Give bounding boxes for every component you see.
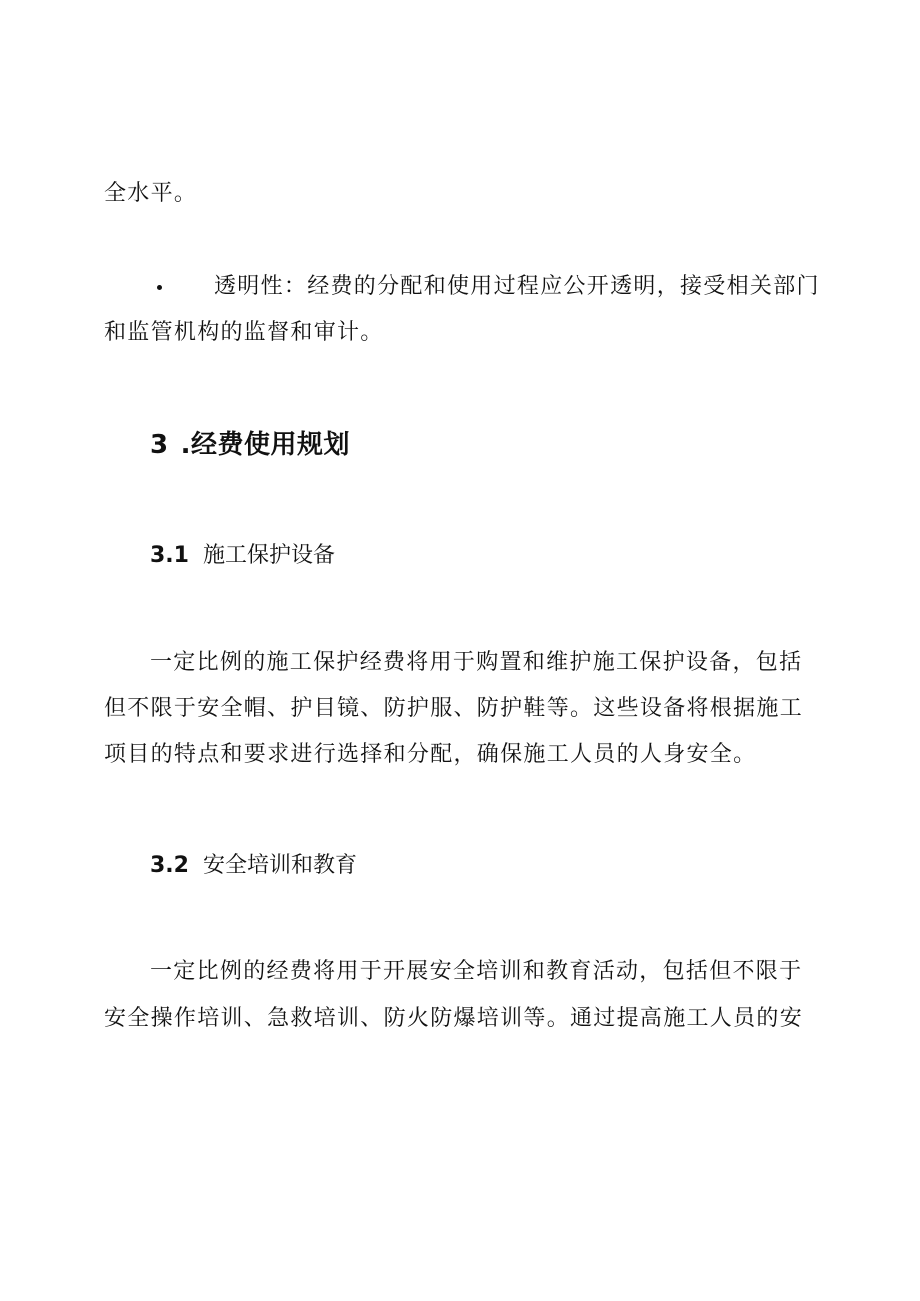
- section-3-heading: [150, 428, 350, 462]
- section-3-2-line-1: 一定比例的经费将用于开展安全培训和教育活动，包括但不限于: [150, 959, 803, 984]
- section-3-2-number: 3.2: [150, 853, 189, 878]
- section-3-1-heading: [150, 541, 335, 571]
- continuation-text: 全水平。: [104, 181, 198, 206]
- section-3-1-line-1: 一定比例的施工保护经费将用于购置和维护施工保护设备，包括: [150, 650, 803, 675]
- bullet-dot: [157, 285, 162, 290]
- section-3-title: .经费使用规划: [180, 430, 350, 460]
- section-3-2-title: 安全培训和教育: [202, 853, 357, 878]
- section-3-1-line-2: 但不限于安全帽、护目镜、防护服、防护鞋等。这些设备将根据施工: [104, 696, 804, 721]
- section-3-1-line-3: 项目的特点和要求进行选择和分配，确保施工人员的人身安全。: [104, 742, 757, 767]
- section-3-1-number: 3.1: [150, 543, 189, 568]
- section-3-number: 3: [150, 430, 169, 460]
- section-3-2-line-2: 安全操作培训、急救培训、防火防爆培训等。通过提高施工人员的安: [104, 1006, 804, 1031]
- bullet-line-2: 和监管机构的监督和审计。: [104, 320, 384, 345]
- section-3-2-heading: [150, 851, 357, 881]
- section-3-1-title: 施工保护设备: [202, 543, 335, 568]
- bullet-line-1: 透明性：经费的分配和使用过程应公开透明，接受相关部门: [214, 274, 820, 299]
